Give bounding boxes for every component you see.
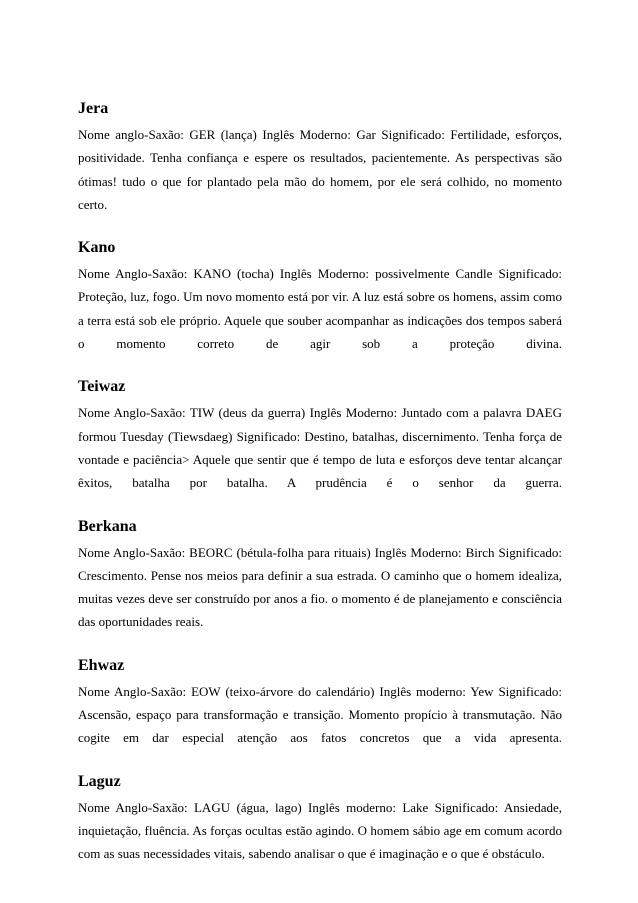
section-heading: Teiwaz (78, 378, 126, 396)
section-heading: Ehwaz (78, 656, 125, 674)
section-heading: Laguz (78, 772, 121, 790)
section-body: Nome Anglo-Saxão: TIW (deus da guerra) Inglês Moderno: Juntado com a palavra DAEG formou Tuesday (Tiewsdaeg) Significado: Destino, batalhas, discernimento. Tenha força de vontade e paciência> Aquele que sentir que é tempo de luta e esforços deve tentar alcançar êxitos, batalha por batalha. A prudência é o senhor da guerra. (78, 405, 562, 491)
rune-section-ehwaz (78, 656, 562, 750)
section-body: Nome Anglo-Saxão: BEORC (bétula-folha para rituais) Inglês Moderno: Birch Significado: Crescimento. Pense nos meios para definir a sua estrada. O caminho que o homem idealiza, muitas vezes deve ser construído por anos a fio. o momento é de planejamento e consciência das oportunidades reais. (78, 544, 562, 630)
section-heading: Berkana (78, 517, 137, 535)
section-body: Nome Anglo-Saxão: KANO (tocha) Inglês Moderno: possivelmente Candle Significado: Proteção, luz, fogo. Um novo momento está por vir. A luz está sobre os homens, assim como a terra está sob ele próprio. Aquele que souber acompanhar as indicações dos tempos saberá o momento correto de agir sob a proteção divina. (78, 266, 562, 352)
rune-section-jera (78, 99, 562, 216)
section-body: Nome Anglo-Saxão: LAGU (água, lago) Inglês moderno: Lake Significado: Ansiedade, inquietação, fluência. As forças ocultas estão agindo. O homem sábio age em comum acordo com as suas necessidades vitais, sabendo analisar o que é imaginação e o que é obstáculo. (78, 799, 562, 862)
section-heading: Kano (78, 239, 116, 257)
section-body: Nome anglo-Saxão: GER (lança) Inglês Moderno: Gar Significado: Fertilidade, esforços, positividade. Tenha confiança e espere os resultados, pacientemente. As perspectivas são ótimas! tudo o que for plantado pela mão do homem, por ele será colhido, no momento certo. (78, 127, 562, 212)
rune-section-berkana (78, 517, 562, 634)
document-page (78, 99, 562, 888)
section-heading: Jera (78, 100, 109, 117)
rune-section-kano (78, 238, 562, 355)
rune-section-laguz (78, 772, 562, 866)
section-body: Nome Anglo-Saxão: EOW (teixo-árvore do calendário) Inglês moderno: Yew Significado: Ascensão, espaço para transformação e transição. Momento propício à transmutação. Não cogite em dar especial atenção aos fatos concretos que a vida apresenta. (78, 683, 562, 746)
rune-section-teiwaz (78, 377, 562, 494)
